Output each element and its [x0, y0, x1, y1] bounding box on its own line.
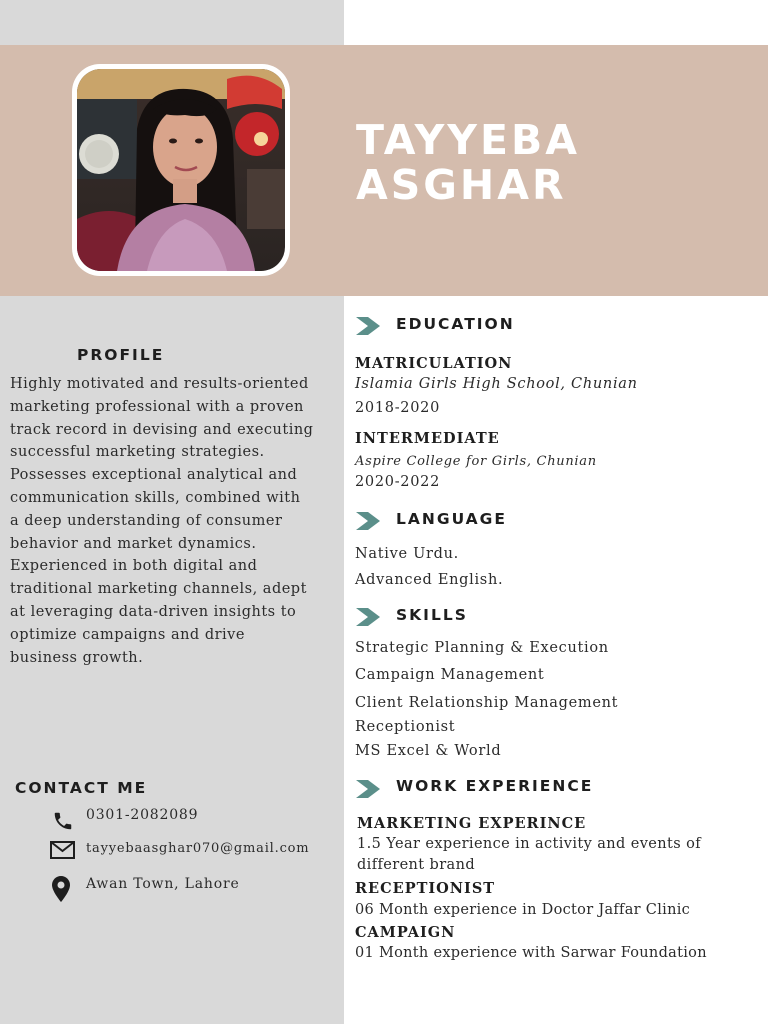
work-detail: different brand [357, 857, 475, 873]
skill-item: Campaign Management [355, 667, 545, 683]
contact-heading: CONTACT ME [15, 779, 148, 797]
language-item: Advanced English. [355, 572, 504, 588]
profile-line: a deep understanding of consumer [10, 512, 283, 529]
profile-line: optimize campaigns and drive [10, 626, 245, 643]
skill-item: Strategic Planning & Execution [355, 640, 609, 656]
email-icon [50, 841, 75, 859]
skill-item: Receptionist [355, 719, 456, 735]
profile-line: at leveraging data-driven insights to [10, 603, 297, 620]
contact-address: Awan Town, Lahore [86, 876, 240, 892]
profile-line: Highly motivated and results-oriented [10, 376, 309, 392]
profile-heading: PROFILE [77, 346, 165, 364]
candidate-name [356, 118, 580, 208]
work-title: MARKETING EXPERINCE [357, 815, 587, 832]
profile-photo-frame [72, 64, 290, 276]
education-school: Aspire College for Girls, Chunian [355, 454, 597, 469]
work-heading: WORK EXPERIENCE [396, 777, 594, 795]
profile-line: Possesses exceptional analytical and [10, 467, 298, 484]
education-title: INTERMEDIATE [355, 430, 500, 447]
profile-line: successful marketing strategies. [10, 444, 265, 461]
education-years: 2018-2020 [355, 400, 441, 416]
first-name: TAYYEBA [356, 116, 580, 164]
work-detail: 1.5 Year experience in activity and events of [357, 836, 701, 852]
work-title: CAMPAIGN [355, 924, 456, 941]
profile-line: track record in devising and executing [10, 421, 314, 438]
education-heading: EDUCATION [396, 315, 515, 333]
work-title: RECEPTIONIST [355, 880, 496, 897]
chevron-right-icon [356, 608, 382, 626]
profile-line: Experienced in both digital and [10, 558, 258, 575]
language-heading: LANGUAGE [396, 510, 507, 528]
chevron-right-icon [356, 317, 382, 335]
education-years: 2020-2022 [355, 474, 441, 490]
work-detail: 06 Month experience in Doctor Jaffar Clinic [355, 902, 691, 918]
skill-item: Client Relationship Management [355, 695, 619, 711]
phone-icon [52, 810, 74, 832]
education-school: Islamia Girls High School, Chunian [355, 376, 638, 392]
language-item: Native Urdu. [355, 546, 459, 562]
profile-line: communication skills, combined with [10, 489, 301, 506]
skills-heading: SKILLS [396, 606, 468, 624]
profile-line: business growth. [10, 649, 144, 666]
location-pin-icon [52, 876, 70, 902]
profile-summary [10, 373, 328, 669]
profile-photo [77, 69, 285, 271]
work-detail: 01 Month experience with Sarwar Foundation [355, 945, 707, 961]
skill-item: MS Excel & World [355, 743, 502, 759]
contact-email[interactable]: tayyebaasghar070@gmail.com [86, 841, 310, 856]
chevron-right-icon [356, 512, 382, 530]
contact-phone: 0301-2082089 [86, 807, 199, 823]
chevron-right-icon [356, 780, 382, 798]
profile-line: marketing professional with a proven [10, 398, 304, 415]
profile-line: behavior and market dynamics. [10, 535, 257, 552]
education-title: MATRICULATION [355, 355, 513, 372]
last-name: ASGHAR [356, 161, 567, 209]
profile-line: traditional marketing channels, adept [10, 581, 307, 598]
